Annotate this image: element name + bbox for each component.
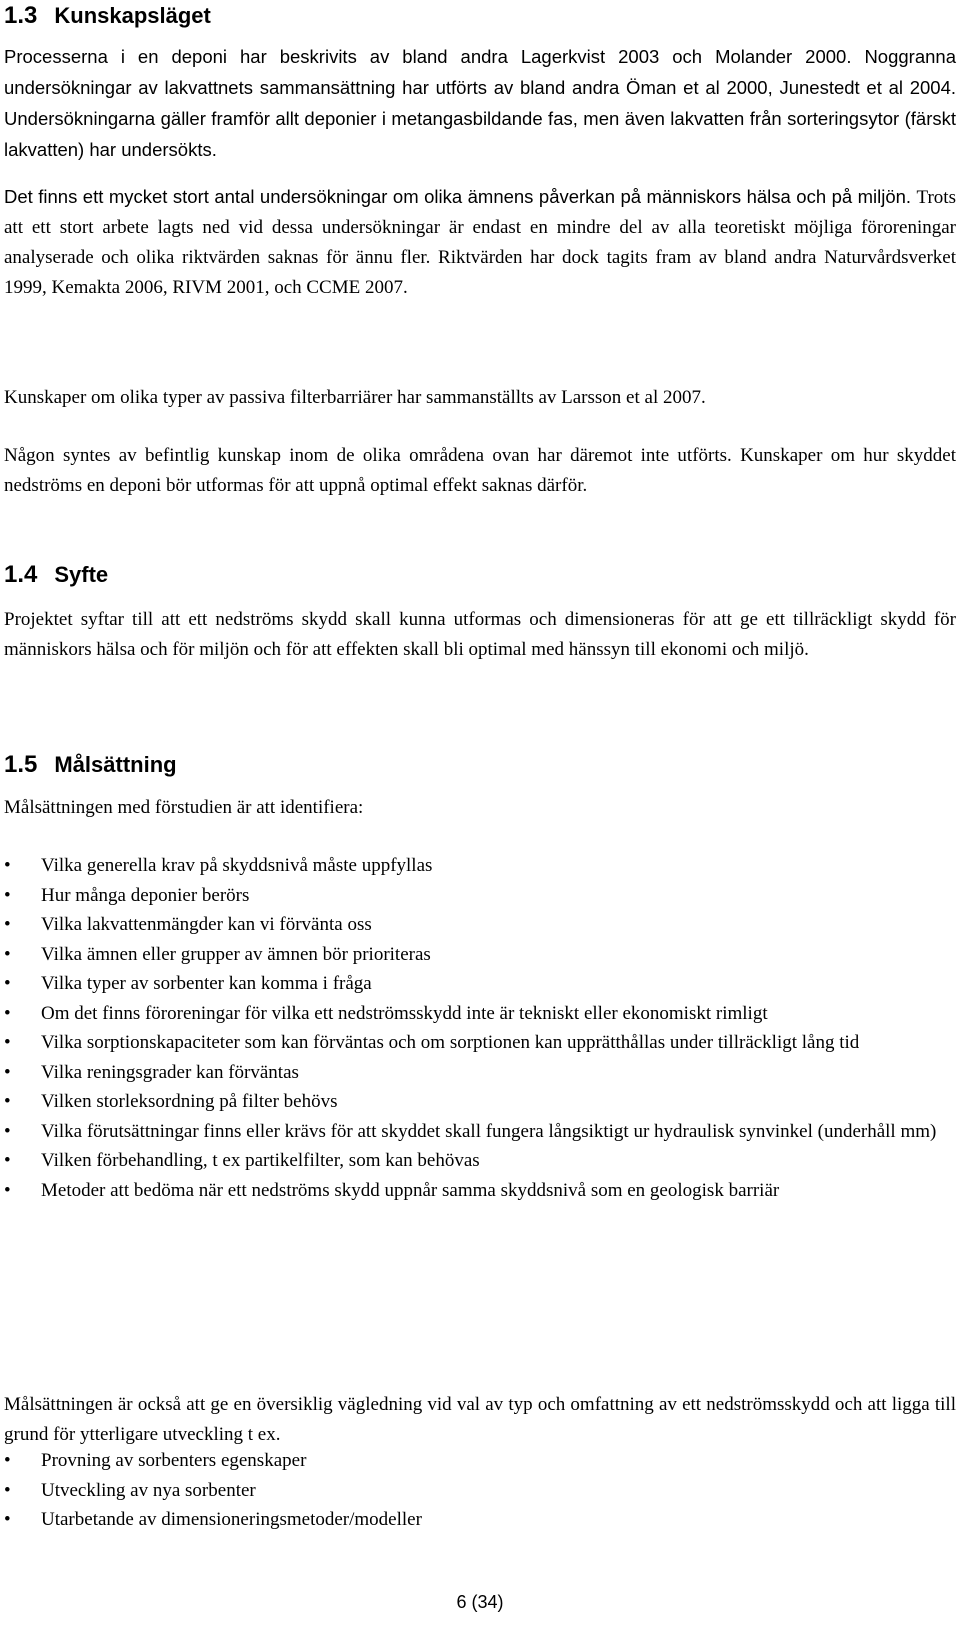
list-item <box>4 1058 956 1088</box>
list-item-text: Metoder att bedöma när ett nedströms skydd uppnår samma skyddsnivå som en geologisk barriär <box>41 1179 780 1201</box>
list-item <box>4 1446 956 1476</box>
list-item-text: Hur många deponier berörs <box>41 884 250 906</box>
list-item <box>4 1476 956 1506</box>
paragraph-text-sans: Det finns ett mycket stort antal undersökningar om olika ämnens påverkan på människors hälsa och på miljön. <box>4 186 917 207</box>
list-item <box>4 910 956 940</box>
section-number: 1.5 <box>4 751 38 778</box>
list-item-text: Provning av sorbenters egenskaper <box>41 1450 307 1471</box>
list-item <box>4 1117 956 1147</box>
section-number: 1.4 <box>4 561 38 588</box>
list-item-text: Vilka sorptionskapaciteter som kan förväntas och om sorptionen kan upprätthållas under tillräckligt lång tid <box>41 1032 860 1053</box>
section-heading-1-3 <box>4 2 211 30</box>
goal-bullet-list <box>4 851 956 1205</box>
list-item <box>4 1146 956 1176</box>
list-item <box>4 1028 956 1058</box>
list-item <box>4 881 956 911</box>
bullet-icon: • <box>4 1509 11 1530</box>
list-item-text: Om det finns föroreningar för vilka ett nedströmsskydd inte är tekniskt eller ekonomiskt rimligt <box>41 1002 768 1024</box>
section-heading-1-4 <box>4 561 108 589</box>
bullet-icon: • <box>4 1032 11 1053</box>
bullet-icon: • <box>4 1120 11 1142</box>
bullet-icon: • <box>4 1091 11 1112</box>
list-item <box>4 1176 956 1206</box>
list-item-text: Vilken storleksordning på filter behövs <box>41 1091 338 1112</box>
list-item-text: Utveckling av nya sorbenter <box>41 1479 256 1501</box>
section-title: Målsättning <box>54 752 177 777</box>
bullet-icon: • <box>4 1150 11 1171</box>
list-item-text: Vilka generella krav på skyddsnivå måste uppfyllas <box>41 855 433 876</box>
section-number: 1.3 <box>4 2 38 29</box>
bullet-icon: • <box>4 855 11 876</box>
paragraph-goal-intro: Målsättningen med förstudien är att identifiera: <box>4 797 364 818</box>
list-item-text: Vilka reningsgrader kan förväntas <box>41 1061 299 1083</box>
paragraph-processes <box>4 42 956 166</box>
paragraph-text-sans: Undersökningarna gäller framför allt deponier i metangasbildande fas, men även lakvatten från sorteringsytor (färskt lakvatten) har undersökts. <box>4 108 956 160</box>
paragraph-goal-guidance: Målsättningen är också att ge en översiklig vägledning vid val av typ och omfattning av ett nedströmsskydd och att ligga till grund för ytterligare utveckling t ex. <box>4 1394 956 1445</box>
bullet-icon: • <box>4 1179 11 1201</box>
paragraph-purpose: Projektet syftar till att ett nedströms skydd skall kunna utformas och dimensioneras för att ge ett tillräckligt skydd för människors hälsa och för miljön och för att effekten skall bli optimal med hänssyn till ekonomi och miljö. <box>4 609 956 660</box>
page-number: 6 (34) <box>456 1592 504 1612</box>
list-item-text: Vilka typer av sorbenter kan komma i fråga <box>41 973 372 994</box>
list-item-text: Vilken förbehandling, t ex partikelfilter, som kan behövas <box>41 1150 480 1171</box>
bullet-icon: • <box>4 884 11 906</box>
bullet-icon: • <box>4 1002 11 1024</box>
paragraph-text: Trots att ett stort arbete lagts ned vid dessa undersökningar är endast en mindre del av alla teoretiskt möjliga föroreningar analyserade och olika riktvärden saknas för ännu fler. Riktvärden har dock tagits fram av bland andra Naturvårdsverket 1999, Kemakta 2006, RIVM 2001, och CCME 2007. <box>4 187 956 298</box>
list-item <box>4 851 956 881</box>
list-item <box>4 940 956 970</box>
paragraph-text-sans: Processerna i en deponi har beskrivits av bland andra Lagerkvist 2003 och Molander 2000. Noggranna undersökningar av lakvattnets sammansättning har utförts av bland andra Öman et al 2000, Junestedt et al 2004. <box>4 46 956 98</box>
section-heading-1-5 <box>4 751 177 779</box>
development-bullet-list <box>4 1446 956 1535</box>
list-item-text: Vilka förutsättningar finns eller krävs för att skyddet skall fungera långsiktigt ur hydraulisk synvinkel (underhåll mm) <box>41 1120 937 1142</box>
section-title: Kunskapsläget <box>54 3 211 28</box>
list-item-text: Vilka lakvattenmängder kan vi förvänta oss <box>41 914 372 935</box>
list-item-text: Utarbetande av dimensioneringsmetoder/modeller <box>41 1509 422 1530</box>
list-item-text: Vilka ämnen eller grupper av ämnen bör prioriteras <box>41 943 431 965</box>
bullet-icon: • <box>4 973 11 994</box>
list-item <box>4 1505 956 1535</box>
bullet-icon: • <box>4 1479 11 1501</box>
list-item <box>4 1087 956 1117</box>
bullet-icon: • <box>4 914 11 935</box>
paragraph-studies <box>4 182 956 303</box>
bullet-icon: • <box>4 1450 11 1471</box>
bullet-icon: • <box>4 943 11 965</box>
paragraph-synthesis: Någon syntes av befintlig kunskap inom de olika områdena ovan har däremot inte utförts. Kunskaper om hur skyddet nedströms en deponi bör utformas för att uppnå optimal effekt saknas därför. <box>4 445 956 496</box>
list-item <box>4 969 956 999</box>
bullet-icon: • <box>4 1061 11 1083</box>
list-item <box>4 999 956 1029</box>
paragraph-filter-barriers: Kunskaper om olika typer av passiva filterbarriärer har sammanställts av Larsson et al 2007. <box>4 387 706 408</box>
section-title: Syfte <box>54 562 109 587</box>
